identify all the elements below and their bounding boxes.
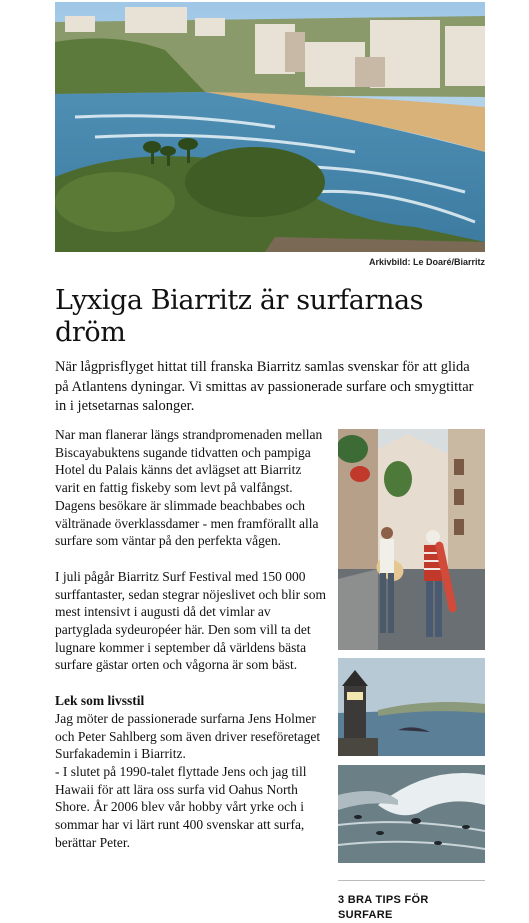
article-headline: Lyxiga Biarritz är surfarnas dröm xyxy=(55,285,424,348)
subheading: Lek som livsstil xyxy=(55,693,145,709)
hero-photo-biarritz-coast xyxy=(55,2,485,252)
photo-surfers-in-waves xyxy=(338,765,485,863)
sidebar-tips-heading: 3 BRA TIPS FÖR SURFARE xyxy=(338,894,429,921)
body-paragraph: I juli pågår Biarritz Surf Festival med 150 000 surffantaster, sedan stegrar nöjeslivet och blir som mest intensivt i augusti då det vimlar av partyglada sydeuropéer här. Den som vill ta det lugnare kommer i september då världens bästa surfare gästar orten och vågorna är som bäst. xyxy=(55,568,327,673)
photo-lighthouse-bay xyxy=(338,658,485,756)
body-section xyxy=(55,692,327,763)
photo-credit: Arkivbild: Le Doaré/Biarritz xyxy=(368,257,485,267)
body-paragraph: - I slutet på 1990-talet flyttade Jens och jag till Hawaii för att lära oss surfa vid Oahus North Shore. År 2006 blev vår hobby vårt yrke och i sommar har vi lärt runt 400 svenskar att surfa, berättar Peter. xyxy=(55,763,307,850)
photo-surfers-street xyxy=(338,429,485,650)
sidebar-divider xyxy=(338,880,485,881)
body-paragraph: Nar man flanerar längs strandpromenaden mellan Biscayabuktens sugande tidvatten och pampiga Hotel du Palais känns det avlägset att Biarritz varit en fattig fiskeby som levt på valfångst. Dagens besökare är slimmade beachbabes och vältränade överklassdamer - men framförallt alla surfare som väntar på den perfekta vågen. xyxy=(55,427,323,549)
article-lead: När lågprisflyget hittat till franska Biarritz samlas svenskar för att glida på Atlantens dyningar. Vi smittas av passionerade surfare och smygtittar in i jetsetarnas salonger. xyxy=(55,359,474,414)
article-body xyxy=(55,426,327,851)
body-paragraph: Jag möter de passionerade surfarna Jens Holmer och Peter Sahlberg som även driver reseföretaget Surfakademin i Biarritz. xyxy=(55,710,321,762)
